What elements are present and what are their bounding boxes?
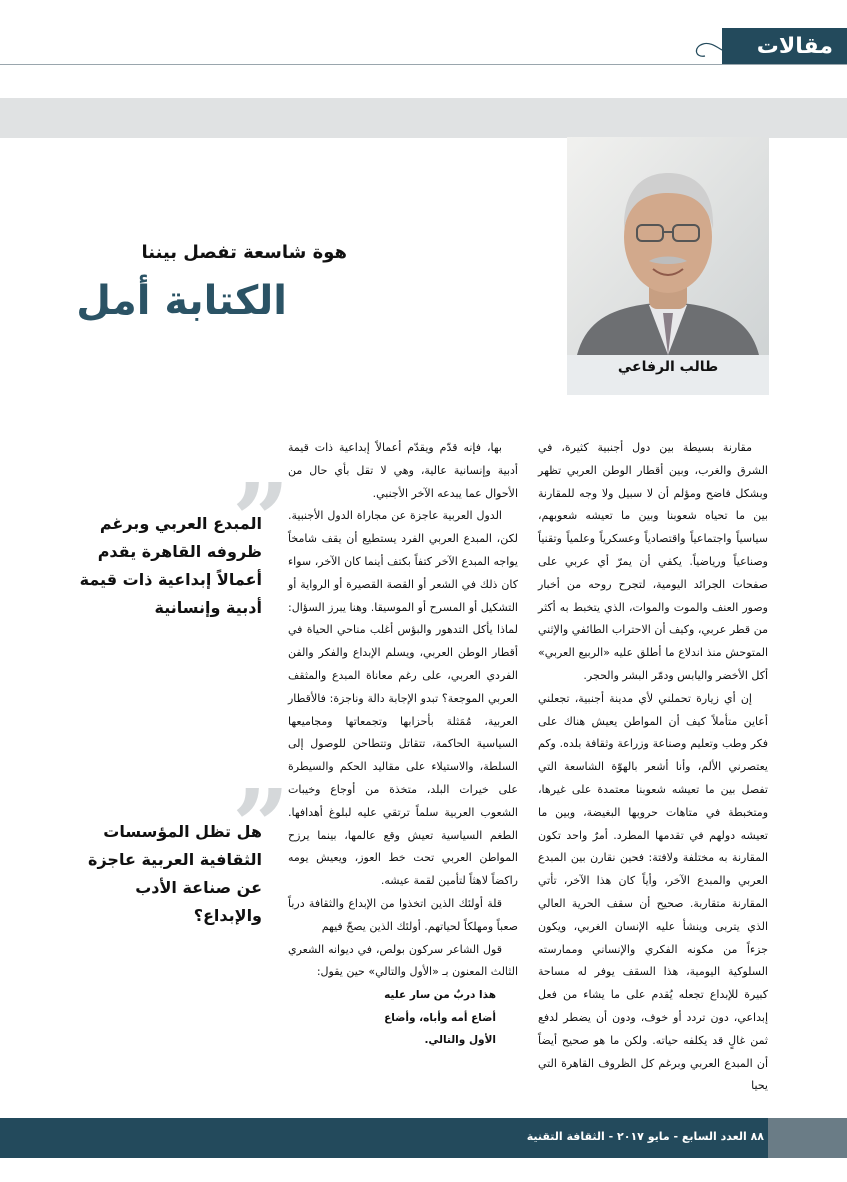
poem-line: هذا دربٌ من سار عليه xyxy=(384,989,496,1002)
poem-line: أضاع أمه وأباه، وأضاع xyxy=(384,1011,496,1024)
header-rule xyxy=(0,64,847,65)
body-paragraph: بها، فإنه قدّم ويقدّم أعمالاً إبداعية ذات قيمة أدبية وإنسانية عالية، وهي لا تقل بأي حال من الأحوال عما يبدعه الآخر الأجنبي. xyxy=(288,441,518,500)
author-name: طالب الرفاعي xyxy=(617,359,719,375)
header-band xyxy=(0,98,847,138)
article-subtitle: هوة شاسعة تفصل بيننا xyxy=(141,242,347,263)
page-footer xyxy=(0,1118,847,1158)
pull-quote: هل تظل المؤسسات الثقافية العربية عاجزة عن صناعة الأدب والإبداع؟ xyxy=(88,822,262,925)
body-paragraph: مقارنة بسيطة بين دول أجنبية كثيرة، في الشرق والغرب، وبين أقطار الوطن العربي تظهر وبشكل فاضح ومؤلم أن لا سبيل ولا وجه للمقارنة بين ما تحياه شعوبنا وبين ما تعيشه شعوبهم، سياسياً واجتماعياً واقتصادياً وعسكرياً وعلمياً وتقنياً وصناعياً ورياضياً. يكفي أن يمرّ أي عربي على صفحات الجرائد اليومية، لتجرح روحه من أخبار وصور العنف والموت والموات، الذي يتخبط به أكثر من قطر عربي، وكيف أن الاحتراب الطائفي والإثني المتوحش منذ اندلاع ما أطلق عليه «الربيع العربي» أكل الأخضر واليابس ودمّر البشر والحجر. xyxy=(538,441,768,682)
article-title: الكتابة أمل xyxy=(76,278,287,324)
quote-mark-icon: ” xyxy=(232,461,290,579)
pull-quote: المبدع العربي وبرغم ظروفه القاهرة يقدم أعمالاً إبداعية ذات قيمة أدبية وإنسانية xyxy=(79,514,262,617)
body-paragraph: قول الشاعر سركون بولص، في ديوانه الشعري الثالث المعنون بـ «الأول والتالي» حين يقول: xyxy=(288,942,518,979)
section-header xyxy=(0,28,847,66)
footer-issue-info: ٨٨ العدد السابع - مايو ٢٠١٧ - الثقافة التقنية xyxy=(526,1130,764,1143)
body-column-left xyxy=(288,437,518,1052)
section-label: مقالات xyxy=(756,33,833,59)
poem-line: الأول والتالي. xyxy=(424,1034,496,1047)
poem-quote xyxy=(288,984,518,1052)
author-photo xyxy=(567,137,769,355)
body-paragraph: قلة أولئك الذين اتخذوا من الإبداع والثقافة درباً صعباً ومهلكاً لحياتهم. أولئك الذين يصحّ فيهم xyxy=(288,896,518,933)
quote-mark-icon: ” xyxy=(232,767,290,885)
body-paragraph: إن أي زيارة تحملني لأي مدينة أجنبية، تجعلني أعاين متأملاً كيف أن المواطن يعيش هناك على فكر وطب وتعليم وصناعة وزراعة وثقافة بلده. وكم يعتصرني الألم، وأنا أشعر بالهوّة الشاسعة التي تفصل بين ما تعيشه شعوبنا معتمدة على غيرها، ومتخبطة في متاهات حروبها البغيضة، وبين ما تعيشه دولهم في تقدمها المطرد. أمرٌ واحد تكون المقارنة به مختلفة ولافتة: فحين نقارن بين المبدع العربي والمبدع الآخر، وأياً كان هذا الآخر، تأتي المقارنة متقاربة. صحيح أن سقف الحرية العالي الذي يتربى وينشأ عليه الإنسان الغربي، ويكون جزءاً من مكونه الفكري والإنساني وممارسته السلوكية اليومية، هذا السقف يوفر له مساحة كبيرة للإبداع تجعله يُقدم على ما يشاء من فعل إبداعي، دون تردد أو خوف، ودون أن يضطر لدفع ثمن غالٍ قد يكلفه حياته. ولكن ما هو صحيح أيضاً أن المبدع العربي وبرغم كل الظروف القاهرة التي يحيا xyxy=(538,691,768,1093)
body-column-right xyxy=(538,437,768,1098)
author-card xyxy=(567,137,769,395)
footer-accent xyxy=(768,1118,847,1158)
section-label-block xyxy=(722,28,847,64)
body-paragraph: الدول العربية عاجزة عن مجاراة الدول الأجنبية. لكن، المبدع العربي الفرد يستطيع أن يقف شامخاً يواجه المبدع الآخر كتفاً بكتف أينما كان الآخر، سواء كان ذلك في الشعر أو القصة القصيرة أو الرواية أو التشكيل أو المسرح أو الموسيقا. وهنا يبرز السؤال: لماذا يأكل التدهور والبؤس أغلب مناحي الحياة في أقطار الوطن العربي، ويسلم الإبداع والفكر والفن الفردي العربي، على رغم معاناة المبدع والمثقف العربي الموجعة؟ تبدو الإجابة دالة وناجزة: فالأقطار العربية، مُمَثلة بأحزابها وتجمعاتها ومجاميعها السياسية الحاكمة، تتقاتل وتتطاحن للوصول إلى السلطة، والاستيلاء على مقاليد الحكم والسيطرة على خيرات البلد، متخذة من أوجاع وخيبات الشعوب العربية سلماً ترتقي عليه لبلوغ أهدافها. الطغم السياسية تعيش وقع عالمها، بينما يرزح المواطن العربي تحت خط العوز، ويعيش يومه راكضاً لاهثاً لتأمين لقمة عيشه. xyxy=(288,509,518,888)
